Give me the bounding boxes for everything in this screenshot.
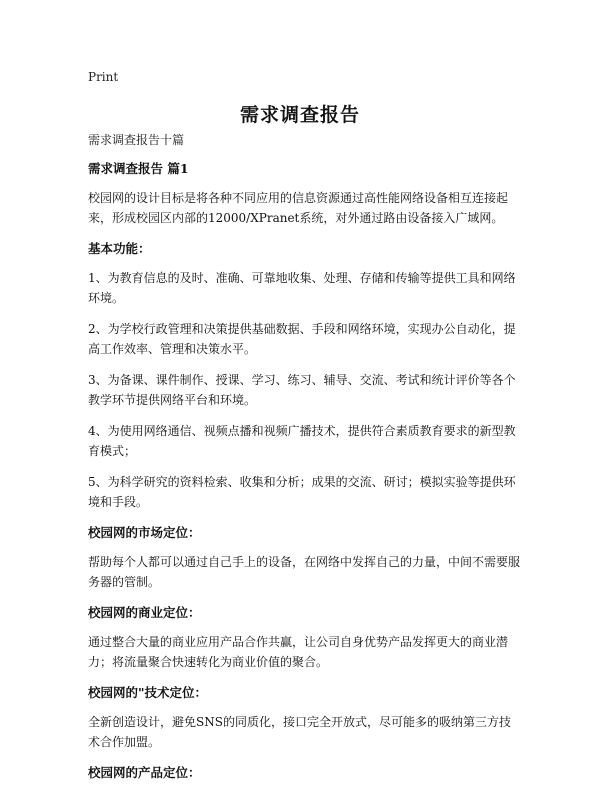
paragraph: 2、为学校行政管理和决策提供基础数据、手段和网络环境，实现办公自动化，提高工作效率、管理和决策水平。 — [88, 322, 516, 356]
document-title: 需求调查报告 — [239, 104, 360, 126]
paragraph: 通过整合大量的商业应用产品合作共赢，让公司自身优势产品发挥更大的商业潜力；将流量聚合快速转化为商业价值的聚合。 — [88, 635, 509, 669]
section-heading: 需求调查报告 篇1 — [88, 161, 189, 176]
document-subtitle: 需求调查报告十篇 — [88, 133, 185, 147]
paragraph: 5、为科学研究的资料检索、收集和分析；成果的交流、研讨；模拟实验等提供环境和手段。 — [88, 475, 516, 509]
paragraph: 4、为使用网络通信、视频点播和视频广播技术，提供符合素质教育要求的新型教育模式； — [88, 424, 516, 458]
section-heading: 基本功能： — [88, 241, 151, 256]
section-heading: 校园网的"技术定位： — [88, 685, 208, 700]
section-heading: 校园网的市场定位： — [88, 525, 201, 540]
document-body — [88, 130, 520, 792]
paragraph: 校园网的设计目标是将各种不同应用的信息资源通过高性能网络设备相互连接起来，形成校园区内部的12000/XPranet系统，对外通过路由设备接入广域网。 — [88, 191, 509, 225]
paragraph: 全新创造设计，避免SNS的同质化，接口完全开放式，尽可能多的吸纳第三方技术合作加盟。 — [88, 715, 511, 749]
paragraph: 1、为教育信息的及时、准确、可靠地收集、处理、存储和传输等提供工具和网络环境。 — [88, 271, 516, 305]
print-label[interactable]: Print — [88, 70, 119, 84]
paragraph: 3、为备课、课件制作、授课、学习、练习、辅导、交流、考试和统计评价等各个教学环节提供网络平台和环境。 — [88, 373, 516, 407]
section-heading: 校园网的产品定位： — [88, 765, 201, 780]
paragraph: 帮助每个人都可以通过自己手上的设备，在网络中发挥自己的力量，中间不需要服务器的管制。 — [88, 555, 521, 589]
section-heading: 校园网的商业定位： — [88, 605, 201, 620]
